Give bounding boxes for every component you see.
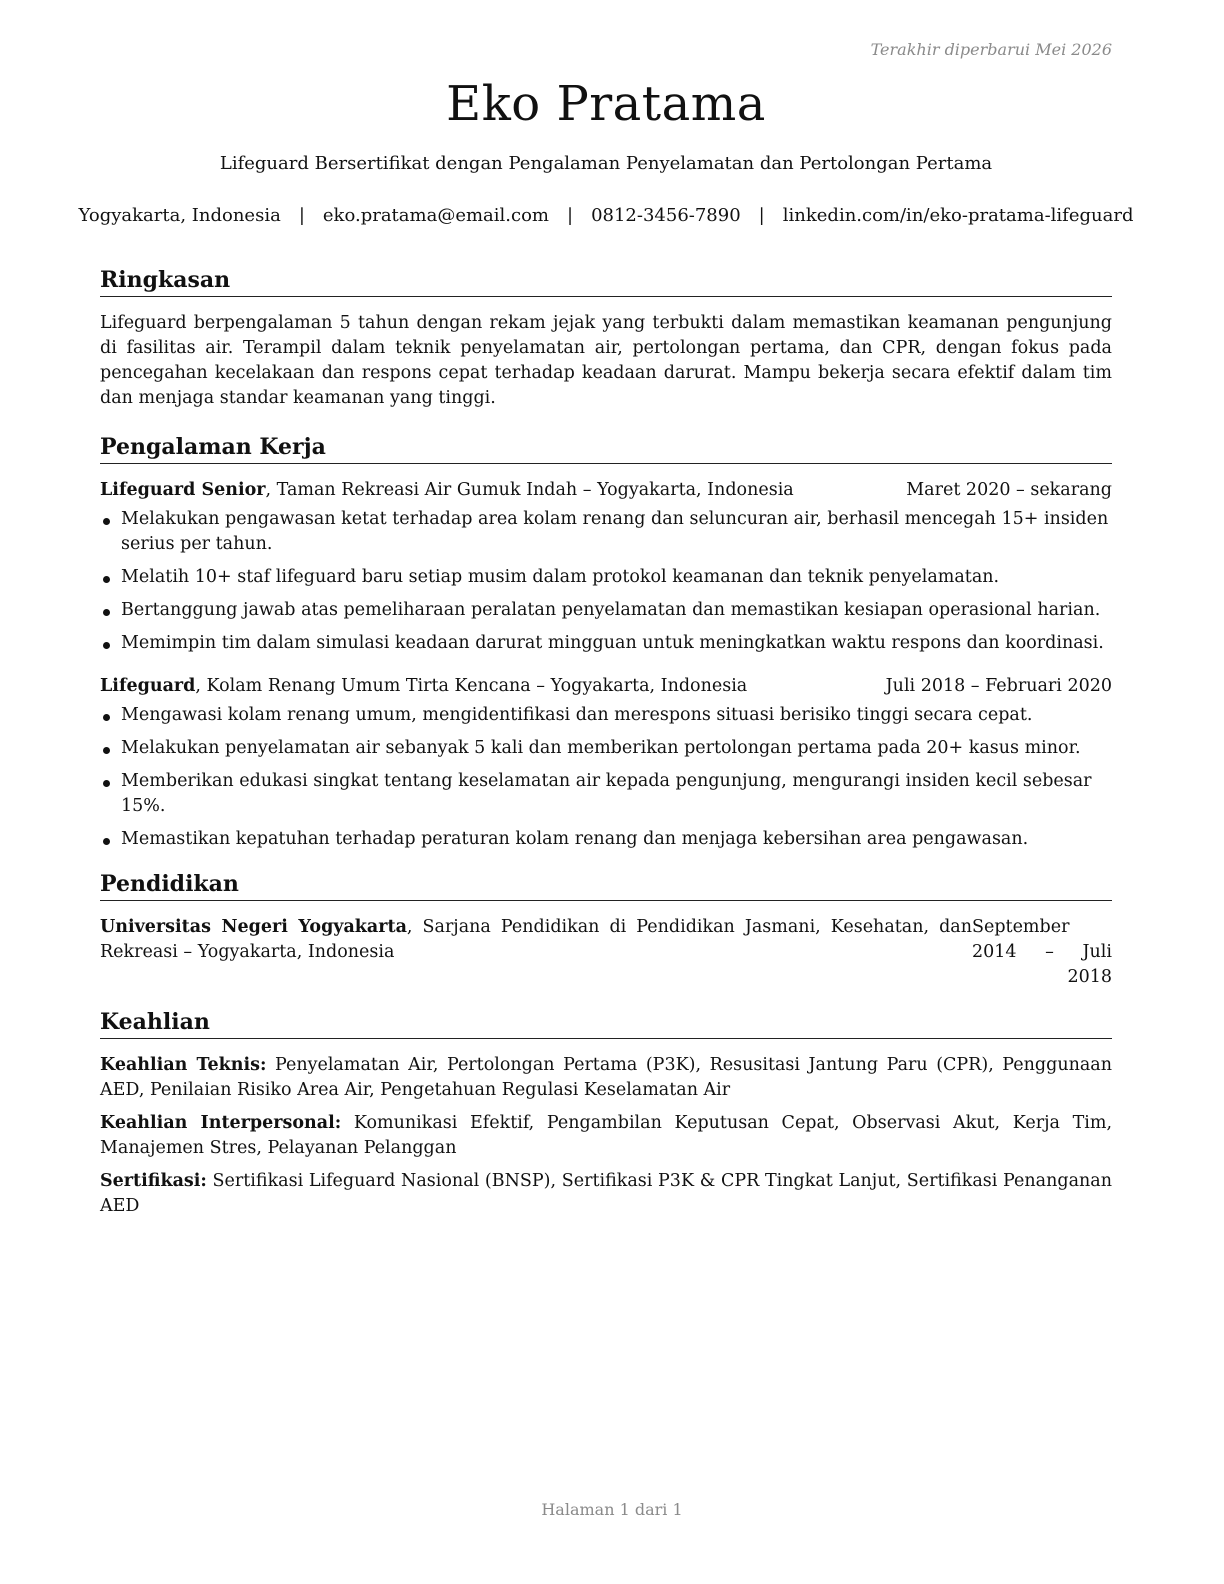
skill-value: Penyelamatan Air, Pertolongan Pertama (P3K), Resusitasi Jantung Paru (CPR), Penggunaan AED, Penilaian Risiko Area Air, Pengetahuan Regulasi Keselamatan Air [100,1055,1112,1100]
contact-phone: 0812-3456-7890 [591,205,741,226]
job-bullets [100,703,1112,852]
skill-row [100,1111,1112,1161]
education-entry [100,915,1112,990]
bullet-text: Bertanggung jawab atas pemeliharaan peralatan penyelamatan dan memastikan kesiapan operasional harian. [121,600,1101,620]
resume-page [78,40,1134,1219]
education-dates: September 2014 – Juli 2018 [972,917,1112,987]
bullet-text: Memastikan kepatuhan terhadap peraturan kolam renang dan menjaga kebersihan area pengawasan. [121,829,1029,849]
bullet-text: Melatih 10+ staf lifeguard baru setiap musim dalam protokol keamanan dan teknik penyelamatan. [121,567,1000,587]
section-title-summary: Ringkasan [100,266,1112,297]
bullet-text: Melakukan pengawasan ketat terhadap area kolam renang dan seluncuran air, berhasil mencegah 15+ insiden serius per tahun. [121,509,1109,554]
list-item [100,769,1112,819]
page-number: Halaman 1 dari 1 [541,1500,683,1519]
skill-label: Sertifikasi: [100,1171,207,1191]
job-organization: , Kolam Renang Umum Tirta Kencana – Yogyakarta, Indonesia [195,676,748,696]
education-detail [100,915,972,990]
job-entry [100,674,1112,852]
contact-linkedin[interactable]: linkedin.com/in/eko-pratama-lifeguard [782,205,1134,226]
contact-separator: | [758,205,765,226]
skill-row [100,1169,1112,1219]
job-header [100,674,1112,699]
contact-location: Yogyakarta, Indonesia [78,205,281,226]
education-degree: , Sarjana Pendidikan di Pendidikan Jasmani, Kesehatan, dan Rekreasi – Yogyakarta, Indonesia [100,917,972,962]
list-item [100,736,1112,761]
bullet-icon [103,714,110,721]
section-title-skills: Keahlian [100,1008,1112,1039]
job-dates: Juli 2018 – Februari 2020 [885,676,1112,696]
job-dates: Maret 2020 – sekarang [906,480,1112,500]
bullet-icon [103,576,110,583]
education-section [100,870,1112,990]
job-entry [100,478,1112,656]
bullet-icon [103,838,110,845]
job-organization: , Taman Rekreasi Air Gumuk Indah – Yogyakarta, Indonesia [265,480,794,500]
skill-row [100,1053,1112,1103]
contact-separator: | [567,205,574,226]
skills-section [100,1008,1112,1219]
contact-line [78,204,1134,228]
list-item [100,507,1112,557]
skill-label: Keahlian Teknis: [100,1055,267,1075]
bullet-text: Memimpin tim dalam simulasi keadaan darurat mingguan untuk meningkatkan waktu respons dan koordinasi. [121,633,1104,653]
contact-separator: | [298,205,305,226]
list-item [100,631,1112,656]
section-title-experience: Pengalaman Kerja [100,433,1112,464]
education-institution: Universitas Negeri Yogyakarta [100,917,407,937]
last-updated-note: Terakhir diperbarui Mei 2026 [870,40,1112,59]
bullet-icon [103,609,110,616]
contact-email[interactable]: eko.pratama@email.com [322,205,549,226]
job-bullets [100,507,1112,656]
job-header [100,478,1112,503]
experience-section [100,433,1112,852]
skill-value: Komunikasi Efektif, Pengambilan Keputusan Cepat, Observasi Akut, Kerja Tim, Manajemen Stres, Pelayanan Pelanggan [100,1113,1113,1158]
job-title-org [100,478,794,503]
bullet-icon [103,780,110,787]
job-title-org [100,674,747,699]
list-item [100,598,1112,623]
list-item [100,827,1112,852]
bullet-icon [103,518,110,525]
bullet-icon [103,747,110,754]
list-item [100,565,1112,590]
bullet-text: Melakukan penyelamatan air sebanyak 5 kali dan memberikan pertolongan pertama pada 20+ kasus minor. [121,738,1081,758]
summary-section [100,266,1112,411]
candidate-name: Eko Pratama [446,76,766,132]
section-title-education: Pendidikan [100,870,1112,901]
bullet-text: Mengawasi kolam renang umum, mengidentifikasi dan merespons situasi berisiko tinggi secara cepat. [121,705,1033,725]
skill-value: Sertifikasi Lifeguard Nasional (BNSP), Sertifikasi P3K & CPR Tingkat Lanjut, Sertifikasi Penanganan AED [100,1171,1112,1216]
job-role: Lifeguard [100,676,196,696]
bullet-text: Memberikan edukasi singkat tentang keselamatan air kepada pengunjung, mengurangi insiden kecil sebesar 15%. [121,771,1092,816]
list-item [100,703,1112,728]
bullet-icon [103,642,110,649]
job-role: Lifeguard Senior [100,480,266,500]
summary-text: Lifeguard berpengalaman 5 tahun dengan rekam jejak yang terbukti dalam memastikan keamanan pengunjung di fasilitas air. Terampil dalam teknik penyelamatan air, pertolongan pertama, dan CPR, dengan fokus pada pencegahan kecelakaan dan respons cepat terhadap keadaan darurat. Mampu bekerja secara efektif dalam tim dan menjaga standar keamanan yang tinggi. [100,313,1112,408]
skill-label: Keahlian Interpersonal: [100,1113,342,1133]
headline: Lifeguard Bersertifikat dengan Pengalaman Penyelamatan dan Pertolongan Pertama [219,153,993,174]
